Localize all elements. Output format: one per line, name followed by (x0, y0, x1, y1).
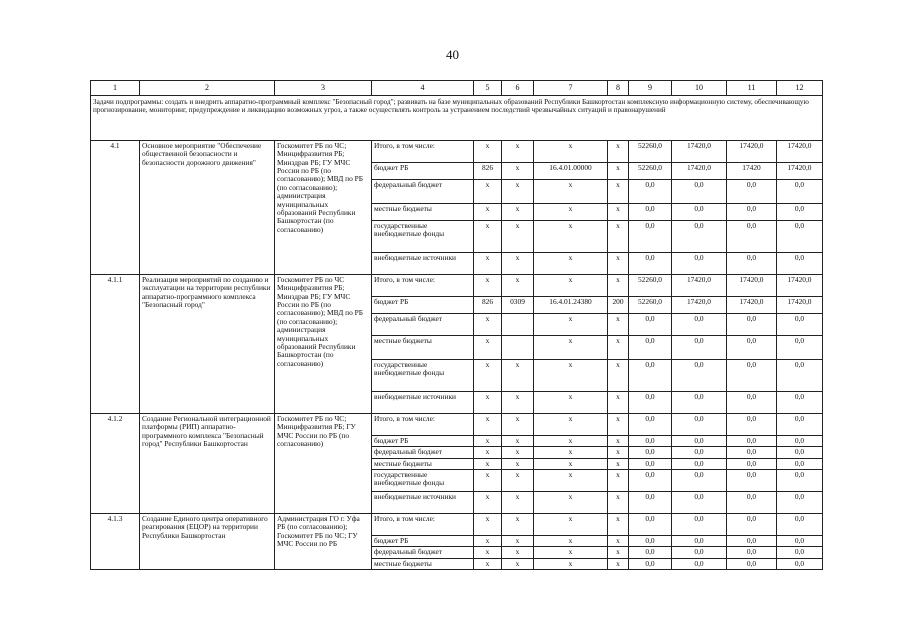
header-cell: 8 (608, 81, 629, 96)
funding-source: государственные внебюджетные фонды (372, 470, 474, 492)
cell-c6: х (502, 458, 534, 469)
cell-c7: х (534, 514, 608, 536)
cell-c8: х (608, 470, 629, 492)
cell-c9: 0,0 (629, 492, 672, 514)
cell-c7: х (534, 360, 608, 392)
measure-name: Создание Единого центра оперативного реагирования (ЕЦОР) на территории Республики Башкортостан (140, 514, 275, 570)
cell-c8: х (608, 180, 629, 204)
cell-c7: х (534, 204, 608, 221)
cell-c8: х (608, 447, 629, 458)
cell-c6: х (502, 360, 534, 392)
cell-c7: х (534, 275, 608, 297)
cell-c8: 200 (608, 297, 629, 314)
funding-source: бюджет РБ (372, 297, 474, 314)
cell-c12: 0,0 (777, 221, 823, 253)
cell-c12: 0,0 (777, 253, 823, 275)
cell-c6 (502, 314, 534, 336)
cell-c10: 0,0 (672, 470, 727, 492)
cell-c12: 0,0 (777, 470, 823, 492)
funding-source: внебюджетные источники (372, 392, 474, 414)
cell-c8: х (608, 514, 629, 536)
header-cell: 7 (534, 81, 608, 96)
cell-c5: х (474, 514, 502, 536)
measure-executor: Госкомитет РБ по ЧС; Минцифразвития РБ; ГУ МЧС России по РБ (по согласованию) (275, 414, 372, 514)
cell-c11: 17420 (727, 163, 777, 180)
cell-c10: 17420,0 (672, 141, 727, 163)
measure-executor: Госкомитет РБ по ЧС; Минцифразвития РБ; Минздрав РБ; ГУ МЧС России по РБ (по согласованию); МВД по РБ (по согласованию); администрация муниципальных образований Республики Башкортостан (по согласованию) (275, 141, 372, 275)
cell-c10: 0,0 (672, 447, 727, 458)
header-cell: 9 (629, 81, 672, 96)
cell-c8: х (608, 458, 629, 469)
financing-row (91, 275, 823, 297)
header-cell: 5 (474, 81, 502, 96)
measure-executor: Администрация ГО г. Уфа РБ (по согласованию); Госкомитет РБ по ЧС; ГУ МЧС России по РБ (275, 514, 372, 570)
cell-c10: 0,0 (672, 414, 727, 436)
cell-c6: 0309 (502, 297, 534, 314)
tasks-row (91, 96, 823, 141)
cell-c10: 0,0 (672, 180, 727, 204)
cell-c8: х (608, 221, 629, 253)
cell-c8: х (608, 392, 629, 414)
cell-c7: х (534, 221, 608, 253)
cell-c9: 0,0 (629, 253, 672, 275)
cell-c8: х (608, 314, 629, 336)
cell-c8: х (608, 414, 629, 436)
cell-c6: х (502, 204, 534, 221)
funding-source: федеральный бюджет (372, 314, 474, 336)
cell-c7: х (534, 414, 608, 436)
financing-row (91, 141, 823, 163)
cell-c9: 0,0 (629, 360, 672, 392)
cell-c9: 52260,0 (629, 297, 672, 314)
cell-c5: х (474, 221, 502, 253)
cell-c5: х (474, 436, 502, 447)
cell-c6: х (502, 470, 534, 492)
cell-c10: 0,0 (672, 436, 727, 447)
cell-c12: 0,0 (777, 414, 823, 436)
cell-c9: 52260,0 (629, 141, 672, 163)
cell-c5: х (474, 447, 502, 458)
measure-number: 4.1.3 (91, 514, 140, 570)
cell-c9: 0,0 (629, 204, 672, 221)
cell-c9: 0,0 (629, 414, 672, 436)
cell-c5: х (474, 458, 502, 469)
cell-c5: х (474, 204, 502, 221)
measure-number: 4.1 (91, 141, 140, 275)
measure-number: 4.1.1 (91, 275, 140, 414)
cell-c8: х (608, 275, 629, 297)
cell-c5: х (474, 275, 502, 297)
cell-c11: 0,0 (727, 314, 777, 336)
cell-c10: 0,0 (672, 221, 727, 253)
cell-c10: 0,0 (672, 547, 727, 558)
cell-c12: 0,0 (777, 314, 823, 336)
cell-c5: х (474, 180, 502, 204)
funding-source: внебюджетные источники (372, 253, 474, 275)
cell-c10: 0,0 (672, 492, 727, 514)
cell-c9: 0,0 (629, 221, 672, 253)
funding-source: Итого, в том числе: (372, 414, 474, 436)
program-table (90, 80, 823, 570)
cell-c6: х (502, 414, 534, 436)
cell-c6 (502, 336, 534, 360)
funding-source: местные бюджеты (372, 204, 474, 221)
cell-c5: х (474, 536, 502, 547)
cell-c12: 0,0 (777, 558, 823, 569)
cell-c5: х (474, 141, 502, 163)
cell-c12: 17420,0 (777, 141, 823, 163)
header-row (91, 81, 823, 96)
cell-c7: 16.4.01.00000 (534, 163, 608, 180)
cell-c9: 0,0 (629, 392, 672, 414)
measure-name: Реализация мероприятий по созданию и эксплуатации на территории республики аппаратно-программного комплекса "Безопасный город" (140, 275, 275, 414)
cell-c11: 0,0 (727, 414, 777, 436)
funding-source: федеральный бюджет (372, 180, 474, 204)
cell-c8: х (608, 253, 629, 275)
cell-c11: 0,0 (727, 336, 777, 360)
cell-c9: 0,0 (629, 447, 672, 458)
cell-c10: 0,0 (672, 336, 727, 360)
cell-c6: х (502, 558, 534, 569)
measure-number: 4.1.2 (91, 414, 140, 514)
cell-c8: х (608, 141, 629, 163)
cell-c6: х (502, 536, 534, 547)
cell-c12: 0,0 (777, 447, 823, 458)
funding-source: Итого, в том числе: (372, 141, 474, 163)
header-cell: 1 (91, 81, 140, 96)
cell-c8: х (608, 360, 629, 392)
cell-c6: х (502, 141, 534, 163)
cell-c11: 0,0 (727, 392, 777, 414)
cell-c6: х (502, 547, 534, 558)
cell-c7: х (534, 141, 608, 163)
cell-c8: х (608, 336, 629, 360)
cell-c6: х (502, 163, 534, 180)
cell-c6: х (502, 436, 534, 447)
cell-c7: х (534, 536, 608, 547)
cell-c11: 0,0 (727, 514, 777, 536)
measure-executor: Госкомитет РБ по ЧС Минцифразвития РБ; Минздрав РБ; ГУ МЧС России по РБ (по согласованию); МВД по РБ (по согласованию); администрация муниципальных образований Республики Башкортостан (по согласованию) (275, 275, 372, 414)
cell-c9: 0,0 (629, 458, 672, 469)
cell-c12: 0,0 (777, 536, 823, 547)
cell-c8: х (608, 536, 629, 547)
measure-name: Создание Региональной интеграционной платформы (РИП) аппаратно-программного комплекса "Безопасный город" Республики Башкортостан (140, 414, 275, 514)
funding-source: бюджет РБ (372, 163, 474, 180)
cell-c10: 17420,0 (672, 163, 727, 180)
funding-source: местные бюджеты (372, 558, 474, 569)
cell-c5: х (474, 314, 502, 336)
cell-c11: 0,0 (727, 436, 777, 447)
funding-source: внебюджетные источники (372, 492, 474, 514)
cell-c7: х (534, 253, 608, 275)
cell-c10: 0,0 (672, 314, 727, 336)
cell-c11: 17420,0 (727, 141, 777, 163)
cell-c11: 0,0 (727, 447, 777, 458)
cell-c10: 0,0 (672, 458, 727, 469)
cell-c11: 0,0 (727, 558, 777, 569)
funding-source: местные бюджеты (372, 336, 474, 360)
cell-c9: 0,0 (629, 514, 672, 536)
cell-c8: х (608, 436, 629, 447)
header-cell: 6 (502, 81, 534, 96)
header-cell: 2 (140, 81, 275, 96)
cell-c9: 0,0 (629, 436, 672, 447)
cell-c10: 0,0 (672, 253, 727, 275)
funding-source: местные бюджеты (372, 458, 474, 469)
cell-c11: 0,0 (727, 180, 777, 204)
cell-c12: 0,0 (777, 514, 823, 536)
funding-source: бюджет РБ (372, 436, 474, 447)
cell-c5: х (474, 558, 502, 569)
cell-c10: 0,0 (672, 360, 727, 392)
cell-c12: 0,0 (777, 392, 823, 414)
cell-c8: х (608, 163, 629, 180)
cell-c9: 0,0 (629, 336, 672, 360)
cell-c6: х (502, 447, 534, 458)
cell-c11: 0,0 (727, 547, 777, 558)
cell-c12: 0,0 (777, 436, 823, 447)
cell-c12: 0,0 (777, 492, 823, 514)
cell-c7: х (534, 336, 608, 360)
funding-source: федеральный бюджет (372, 547, 474, 558)
cell-c12: 0,0 (777, 458, 823, 469)
cell-c8: х (608, 204, 629, 221)
cell-c8: х (608, 558, 629, 569)
cell-c5: х (474, 360, 502, 392)
cell-c11: 17420,0 (727, 297, 777, 314)
cell-c8: х (608, 492, 629, 514)
cell-c8: х (608, 547, 629, 558)
cell-c11: 0,0 (727, 221, 777, 253)
cell-c5: 826 (474, 297, 502, 314)
measure-name: Основное мероприятие "Обеспечение общественной безопасности и безопасности дорожного движения" (140, 141, 275, 275)
funding-source: федеральный бюджет (372, 447, 474, 458)
cell-c6: х (502, 221, 534, 253)
cell-c7: х (534, 492, 608, 514)
cell-c10: 0,0 (672, 514, 727, 536)
cell-c10: 0,0 (672, 392, 727, 414)
cell-c9: 0,0 (629, 180, 672, 204)
cell-c9: 52260,0 (629, 275, 672, 297)
funding-source: бюджет РБ (372, 536, 474, 547)
header-cell: 10 (672, 81, 727, 96)
cell-c5: х (474, 336, 502, 360)
cell-c5: х (474, 470, 502, 492)
cell-c9: 52260,0 (629, 163, 672, 180)
cell-c12: 0,0 (777, 547, 823, 558)
cell-c10: 0,0 (672, 204, 727, 221)
cell-c12: 17420,0 (777, 163, 823, 180)
cell-c7: х (534, 392, 608, 414)
cell-c10: 0,0 (672, 558, 727, 569)
cell-c5: 826 (474, 163, 502, 180)
header-cell: 11 (727, 81, 777, 96)
cell-c6: х (502, 180, 534, 204)
header-cell: 12 (777, 81, 823, 96)
funding-source: государственные внебюджетные фонды (372, 221, 474, 253)
header-cell: 3 (275, 81, 372, 96)
cell-c12: 0,0 (777, 204, 823, 221)
cell-c12: 0,0 (777, 360, 823, 392)
cell-c7: х (534, 447, 608, 458)
cell-c11: 0,0 (727, 253, 777, 275)
cell-c9: 0,0 (629, 547, 672, 558)
cell-c7: 16.4.01.24380 (534, 297, 608, 314)
cell-c5: х (474, 547, 502, 558)
cell-c6: х (502, 275, 534, 297)
funding-source: Итого, в том числе: (372, 514, 474, 536)
cell-c7: х (534, 180, 608, 204)
cell-c7: х (534, 470, 608, 492)
cell-c7: х (534, 547, 608, 558)
cell-c7: х (534, 436, 608, 447)
cell-c7: х (534, 314, 608, 336)
cell-c10: 17420,0 (672, 275, 727, 297)
funding-source: Итого, в том числе: (372, 275, 474, 297)
cell-c9: 0,0 (629, 314, 672, 336)
cell-c11: 0,0 (727, 458, 777, 469)
cell-c11: 17420,0 (727, 275, 777, 297)
cell-c12: 17420,0 (777, 275, 823, 297)
cell-c12: 0,0 (777, 336, 823, 360)
cell-c7: х (534, 458, 608, 469)
cell-c9: 0,0 (629, 558, 672, 569)
cell-c7: х (534, 558, 608, 569)
financing-row (91, 514, 823, 536)
cell-c11: 0,0 (727, 536, 777, 547)
cell-c9: 0,0 (629, 470, 672, 492)
cell-c12: 17420,0 (777, 297, 823, 314)
cell-c5: х (474, 492, 502, 514)
subprogram-tasks: Задачи подпрограммы: создать и внедрить аппаратно-программный комплекс "Безопасный город"; развивать на базе муниципальных образований Республики Башкортостан комплексную информационную систему, обеспечивающую прогнозирование, мониторинг, предупреждение и ликвидацию возможных угроз, а также осуществлять контроль за устранением последствий чрезвычайных ситуаций и правонарушений (91, 96, 823, 141)
cell-c11: 0,0 (727, 360, 777, 392)
cell-c10: 0,0 (672, 536, 727, 547)
cell-c6: х (502, 253, 534, 275)
financing-row (91, 414, 823, 436)
cell-c9: 0,0 (629, 536, 672, 547)
cell-c6: х (502, 492, 534, 514)
cell-c6: х (502, 392, 534, 414)
page-number: 40 (446, 47, 459, 62)
cell-c11: 0,0 (727, 470, 777, 492)
header-cell: 4 (372, 81, 474, 96)
cell-c6: х (502, 514, 534, 536)
cell-c12: 0,0 (777, 180, 823, 204)
cell-c5: х (474, 392, 502, 414)
cell-c11: 0,0 (727, 204, 777, 221)
cell-c11: 0,0 (727, 492, 777, 514)
cell-c5: х (474, 253, 502, 275)
cell-c10: 17420,0 (672, 297, 727, 314)
cell-c5: х (474, 414, 502, 436)
funding-source: государственные внебюджетные фонды (372, 360, 474, 392)
